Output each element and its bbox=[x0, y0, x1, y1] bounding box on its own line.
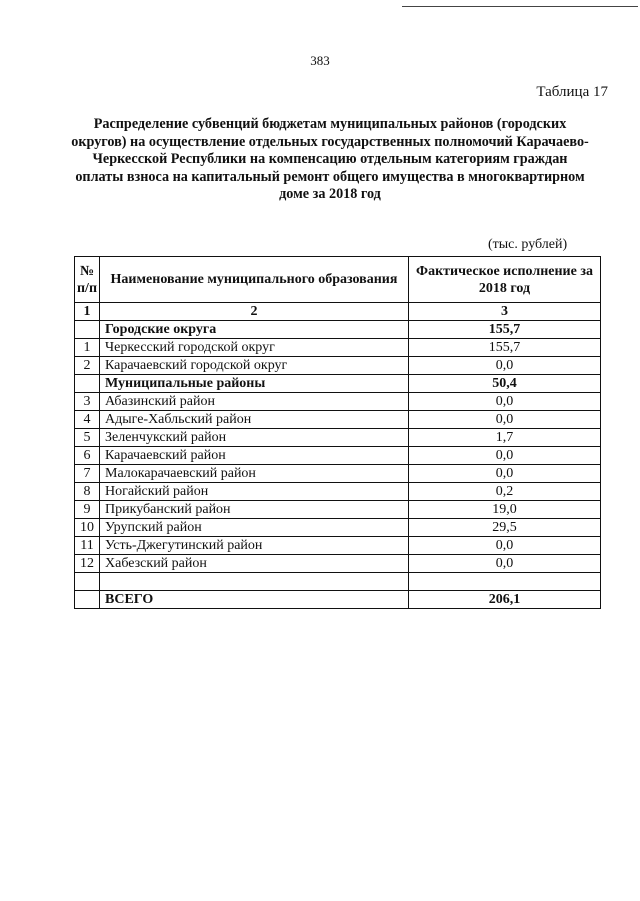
row-name: Урупский район bbox=[100, 519, 409, 537]
table-header-row bbox=[75, 257, 601, 303]
empty-cell bbox=[75, 573, 100, 591]
row-value: 0,0 bbox=[409, 555, 601, 573]
row-name: Черкесский городской округ bbox=[100, 339, 409, 357]
row-number: 2 bbox=[75, 357, 100, 375]
row-value: 0,0 bbox=[409, 357, 601, 375]
top-rule bbox=[402, 6, 638, 7]
row-value: 1,7 bbox=[409, 429, 601, 447]
row-name: Городские округа bbox=[100, 321, 409, 339]
row-value: 155,7 bbox=[409, 321, 601, 339]
row-number: 9 bbox=[75, 501, 100, 519]
table-group-row bbox=[75, 375, 601, 393]
row-name: Адыге-Хабльский район bbox=[100, 411, 409, 429]
table-row bbox=[75, 519, 601, 537]
empty-row bbox=[75, 573, 601, 591]
subvention-table bbox=[74, 256, 601, 609]
row-value: 29,5 bbox=[409, 519, 601, 537]
row-number: 8 bbox=[75, 483, 100, 501]
row-name: Муниципальные районы bbox=[100, 375, 409, 393]
row-name: Ногайский район bbox=[100, 483, 409, 501]
row-value: 0,2 bbox=[409, 483, 601, 501]
row-number: 10 bbox=[75, 519, 100, 537]
table-label: Таблица 17 bbox=[536, 84, 608, 100]
row-value: 0,0 bbox=[409, 537, 601, 555]
units-label: (тыс. рублей) bbox=[488, 237, 568, 252]
row-number: 12 bbox=[75, 555, 100, 573]
table-row bbox=[75, 339, 601, 357]
column-number-3: 3 bbox=[409, 303, 601, 321]
column-number-row bbox=[75, 303, 601, 321]
column-number-1: 1 bbox=[75, 303, 100, 321]
row-value: 0,0 bbox=[409, 411, 601, 429]
table-row bbox=[75, 483, 601, 501]
header-number: № п/п bbox=[75, 257, 100, 303]
table-row bbox=[75, 357, 601, 375]
row-value: 19,0 bbox=[409, 501, 601, 519]
total-row bbox=[75, 591, 601, 609]
row-number bbox=[75, 321, 100, 339]
table-row bbox=[75, 465, 601, 483]
row-name: Зеленчукский район bbox=[100, 429, 409, 447]
table-row bbox=[75, 429, 601, 447]
row-name: Малокарачаевский район bbox=[100, 465, 409, 483]
document-title: Распределение субвенций бюджетам муниципальных районов (городских округов) на осуществление отдельных государственных полномочий Карачаево-Черкесской Республики на компенсацию отдельным категориям граждан оплаты взноса на капитальный ремонт общего имущества в многоквартирном доме за 2018 год bbox=[71, 116, 589, 202]
total-value: 206,1 bbox=[409, 591, 601, 609]
row-value: 155,7 bbox=[409, 339, 601, 357]
total-number bbox=[75, 591, 100, 609]
header-name: Наименование муниципального образования bbox=[100, 257, 409, 303]
row-number: 3 bbox=[75, 393, 100, 411]
row-number: 4 bbox=[75, 411, 100, 429]
row-name: Хабезский район bbox=[100, 555, 409, 573]
table-row bbox=[75, 447, 601, 465]
row-name: Карачаевский городской округ bbox=[100, 357, 409, 375]
table-group-row bbox=[75, 321, 601, 339]
row-number: 6 bbox=[75, 447, 100, 465]
table-row bbox=[75, 501, 601, 519]
row-number: 7 bbox=[75, 465, 100, 483]
row-number: 5 bbox=[75, 429, 100, 447]
table-row bbox=[75, 411, 601, 429]
total-label: ВСЕГО bbox=[100, 591, 409, 609]
table-row bbox=[75, 537, 601, 555]
header-value: Фактическое исполнение за 2018 год bbox=[409, 257, 601, 303]
table-row bbox=[75, 393, 601, 411]
empty-cell bbox=[100, 573, 409, 591]
row-number: 11 bbox=[75, 537, 100, 555]
row-name: Карачаевский район bbox=[100, 447, 409, 465]
row-name: Усть-Джегутинский район bbox=[100, 537, 409, 555]
row-name: Прикубанский район bbox=[100, 501, 409, 519]
row-number: 1 bbox=[75, 339, 100, 357]
table-row bbox=[75, 555, 601, 573]
empty-cell bbox=[409, 573, 601, 591]
row-name: Абазинский район bbox=[100, 393, 409, 411]
row-value: 0,0 bbox=[409, 465, 601, 483]
row-number bbox=[75, 375, 100, 393]
row-value: 0,0 bbox=[409, 393, 601, 411]
column-number-2: 2 bbox=[100, 303, 409, 321]
row-value: 50,4 bbox=[409, 375, 601, 393]
page-number: 383 bbox=[310, 53, 330, 68]
row-value: 0,0 bbox=[409, 447, 601, 465]
